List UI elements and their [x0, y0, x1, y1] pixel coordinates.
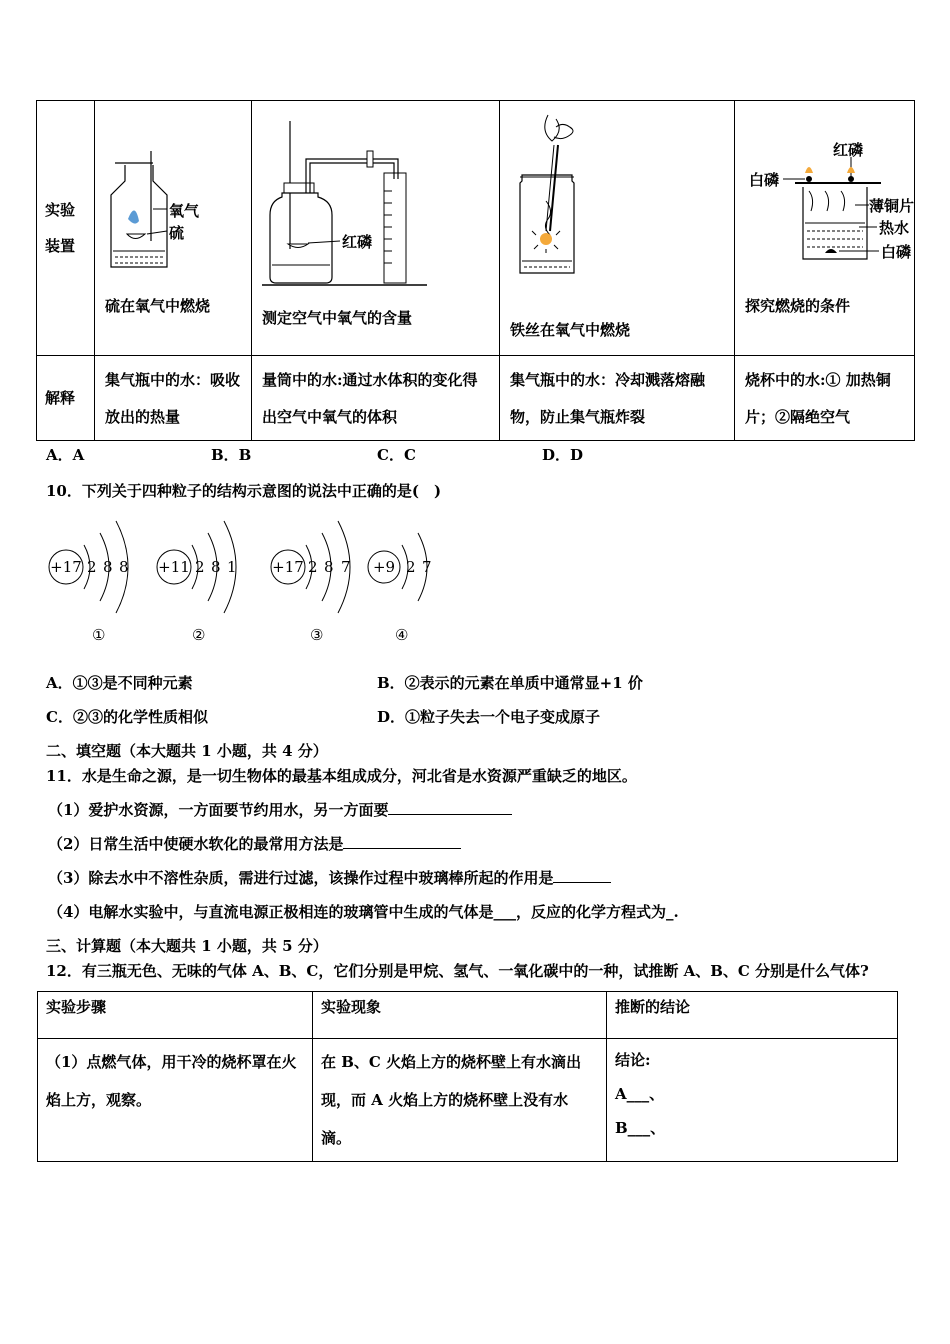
caption-iron-wire: 铁丝在氧气中燃烧 — [510, 321, 631, 339]
q12-conclusion-title: 结论: — [615, 1051, 651, 1069]
particle-1-shell-2: 8 — [103, 558, 113, 576]
label-copper-sheet: 薄铜片 — [869, 197, 915, 215]
label-sulfur: 硫 — [169, 224, 185, 242]
q12-table — [37, 991, 898, 1162]
section-3-heading: 三、计算题（本大题共 1 小题，共 5 分） — [46, 937, 328, 955]
particle-1-nucleus: +17 — [50, 558, 82, 576]
particle-4-shell-1: 2 — [406, 558, 416, 576]
q12-phenomenon-cell: 在 B、C 火焰上方的烧杯壁上有水滴出现，而 A 火焰上方的烧杯壁上没有水滴。 — [313, 1039, 607, 1162]
iron-wire-diagram — [500, 101, 735, 355]
q10-stem: 10．下列关于四种粒子的结构示意图的说法中正确的是( ) — [46, 482, 442, 500]
caption-combustion-conditions: 探究燃烧的条件 — [745, 297, 851, 315]
q12-header-phenomenon: 实验现象 — [313, 992, 607, 1039]
q12-header-conclusion: 推断的结论 — [607, 992, 898, 1039]
q11-part-2-blank[interactable] — [343, 834, 461, 849]
q10-option-b[interactable]: B．②表示的元素在单质中通常显+1 价 — [377, 674, 643, 692]
q10-option-d[interactable]: D．①粒子失去一个电子变成原子 — [377, 708, 601, 726]
particle-2 — [157, 521, 237, 644]
q11-stem: 11．水是生命之源，是一切生物体的最基本组成成分，河北省是水资源严重缺乏的地区。 — [46, 767, 637, 785]
q11-part-3 — [48, 867, 611, 888]
label-white-phosphorus-top: 白磷 — [749, 171, 780, 189]
explain-combustion-conditions: 烧杯中的水:① 加热铜片；②隔绝空气 — [735, 356, 915, 441]
q10-option-a[interactable]: A．①③是不同种元素 — [46, 674, 193, 692]
label-hot-water: 热水 — [879, 219, 910, 237]
apparatus-combustion-conditions — [735, 101, 915, 356]
q12-header-step: 实验步骤 — [38, 992, 313, 1039]
label-red-phosphorus-d: 红磷 — [833, 141, 864, 159]
q9-option-d[interactable]: D．D — [542, 446, 584, 464]
particle-diagrams — [40, 505, 460, 650]
caption-air-oxygen: 测定空气中氧气的含量 — [262, 309, 413, 327]
q12-step-cell: （1）点燃气体，用干冷的烧杯罩在火焰上方，观察。 — [38, 1039, 313, 1162]
combustion-conditions-diagram — [735, 101, 915, 355]
particle-2-shell-3: 1 — [227, 558, 237, 576]
q10-option-c[interactable]: C．②③的化学性质相似 — [46, 708, 208, 726]
row-label-explain: 解释 — [37, 356, 95, 441]
q11-part-2 — [48, 833, 461, 854]
particle-4 — [368, 533, 432, 644]
particle-4-shell-2: 7 — [422, 558, 432, 576]
apparatus-air-oxygen — [252, 101, 500, 356]
section-2-heading: 二、填空题（本大题共 1 小题，共 4 分） — [46, 742, 328, 760]
label-red-phosphorus: 红磷 — [342, 233, 373, 251]
particle-3-number: ③ — [310, 626, 324, 644]
q11-part-1-text: （1）爱护水资源，一方面要节约用水，另一方面要 — [48, 801, 389, 819]
particle-2-shell-1: 2 — [195, 558, 205, 576]
label-white-phosphorus-bottom: 白磷 — [881, 243, 912, 261]
caption-sulfur: 硫在氧气中燃烧 — [105, 297, 211, 315]
q9-option-c[interactable]: C．C — [377, 446, 416, 464]
explain-iron-wire: 集气瓶中的水：冷却溅落熔融物，防止集气瓶炸裂 — [500, 356, 735, 441]
q9-option-a[interactable]: A．A — [46, 446, 85, 464]
particle-3-shell-1: 2 — [308, 558, 318, 576]
particle-1 — [49, 521, 129, 644]
label-oxygen: 氧气 — [169, 202, 200, 220]
apparatus-iron-wire — [500, 101, 735, 356]
particle-3-nucleus: +17 — [272, 558, 304, 576]
particle-1-number: ① — [92, 626, 106, 644]
particle-4-number: ④ — [395, 626, 409, 644]
sulfur-jar-diagram — [95, 101, 252, 355]
row-label-apparatus-line2: 装置 — [45, 237, 76, 255]
apparatus-sulfur — [95, 101, 252, 356]
row-label-apparatus-line1: 实验 — [45, 201, 76, 219]
particle-1-shell-1: 2 — [87, 558, 97, 576]
particle-2-number: ② — [192, 626, 206, 644]
q12-conclusion-a[interactable]: A___、 — [615, 1085, 665, 1103]
q11-part-4: （4）电解水实验中，与直流电源正极相连的玻璃管中生成的气体是___，反应的化学方程式为_. — [48, 903, 679, 921]
particle-3-shell-2: 8 — [324, 558, 334, 576]
q11-part-3-text: （3）除去水中不溶性杂质，需进行过滤，该操作过程中玻璃棒所起的作用是 — [48, 869, 554, 887]
q12-conclusion-b[interactable]: B___、 — [615, 1119, 666, 1137]
q9-option-b[interactable]: B．B — [211, 446, 252, 464]
experiment-table — [36, 100, 915, 441]
explain-sulfur: 集气瓶中的水：吸收放出的热量 — [95, 356, 252, 441]
q12-stem: 12．有三瓶无色、无味的气体 A、B、C，它们分别是甲烷、氢气、一氧化碳中的一种，试推断 A、B、C 分别是什么气体? — [46, 962, 869, 980]
particle-4-nucleus: +9 — [372, 558, 396, 576]
row-label-apparatus — [37, 101, 95, 356]
q11-part-3-blank[interactable] — [553, 868, 611, 883]
q11-part-2-text: （2）日常生活中使硬水软化的最常用方法是 — [48, 835, 344, 853]
particle-3 — [271, 521, 351, 644]
particle-3-shell-3: 7 — [341, 558, 351, 576]
q12-conclusion-cell — [607, 1039, 898, 1162]
particle-2-nucleus: +11 — [158, 558, 190, 576]
particle-1-shell-3: 8 — [119, 558, 129, 576]
q11-part-1-blank[interactable] — [388, 800, 512, 815]
particle-2-shell-2: 8 — [211, 558, 221, 576]
q11-part-1 — [48, 799, 512, 820]
explain-air-oxygen: 量筒中的水:通过水体积的变化得出空气中氧气的体积 — [252, 356, 500, 441]
